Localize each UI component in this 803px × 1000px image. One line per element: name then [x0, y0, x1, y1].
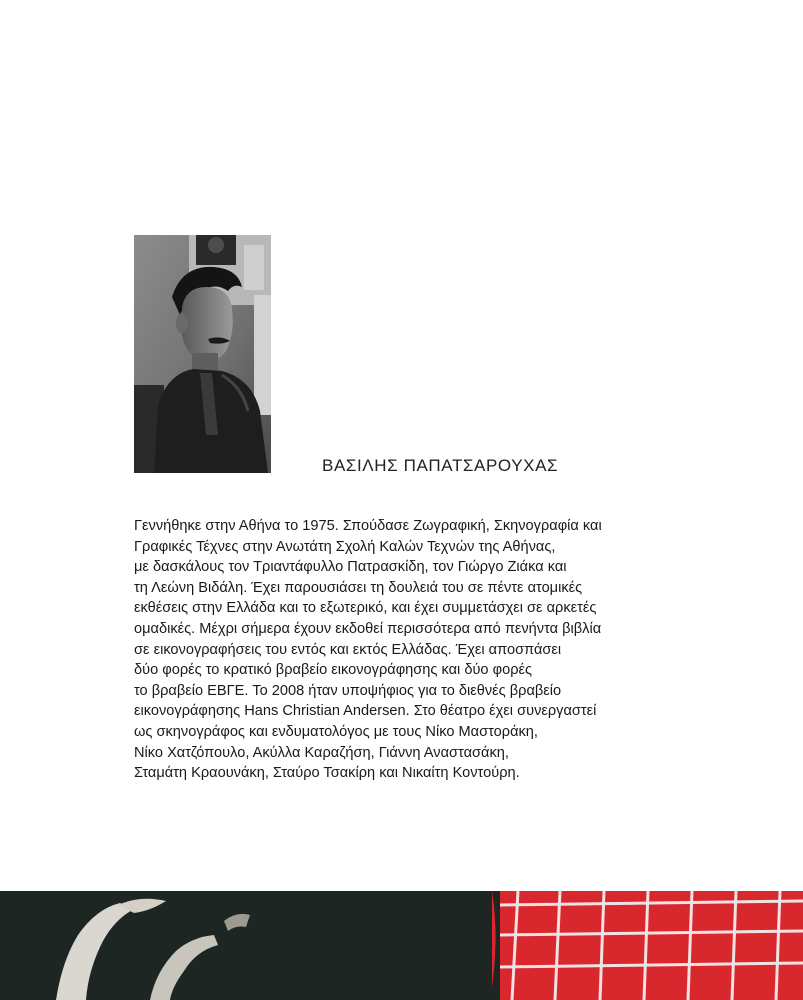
bio-line: δύο φορές το κρατικό βραβείο εικονογράφησης και δύο φορές	[134, 662, 533, 679]
bio-line: Γεννήθηκε στην Αθήνα το 1975. Σπούδασε Ζωγραφική, Σκηνογραφία και	[134, 518, 602, 534]
author-portrait	[134, 235, 271, 473]
author-name: ΒΑΣΙΛΗΣ ΠΑΠΑΤΣΑΡΟΥΧΑΣ	[322, 456, 559, 475]
bio-line: το βραβείο ΕΒΓΕ. Το 2008 ήταν υποψήφιος για το διεθνές βραβείο	[134, 682, 562, 699]
bio-line: σε εικονογραφήσεις του εντός και εκτός Ελλάδας. Έχει αποσπάσει	[134, 641, 562, 658]
bio-line: ως σκηνογράφος και ενδυματολόγος με τους Νίκο Μαστοράκη,	[134, 723, 538, 740]
decorative-artwork-band	[0, 891, 803, 1000]
author-biography	[134, 516, 674, 784]
bio-line: εικονογράφησης Hans Christian Andersen. Στο θέατρο έχει συνεργαστεί	[134, 703, 597, 720]
bio-line: Γραφικές Τέχνες στην Ανωτάτη Σχολή Καλών Τεχνών της Αθήνας,	[134, 538, 556, 555]
bio-line: ομαδικές. Μέχρι σήμερα έχουν εκδοθεί περισσότερα από πενήντα βιβλία	[134, 620, 602, 637]
bio-line: εκθέσεις στην Ελλάδα και το εξωτερικό, και έχει συμμετάσχει σε αρκετές	[134, 600, 597, 617]
bio-line: τη Λεώνη Βιδάλη. Έχει παρουσιάσει τη δουλειά του σε πέντε ατομικές	[134, 579, 583, 596]
bio-line: Νίκο Χατζόπουλο, Ακύλλα Καραζήση, Γιάννη Αναστασάκη,	[134, 744, 509, 761]
bio-line: με δασκάλους τον Τριαντάφυλλο Πατρασκίδη, τον Γιώργο Ζιάκα και	[134, 559, 567, 576]
bio-line: Σταμάτη Κραουνάκη, Σταύρο Τσακίρη και Νικαίτη Κοντούρη.	[134, 765, 520, 782]
